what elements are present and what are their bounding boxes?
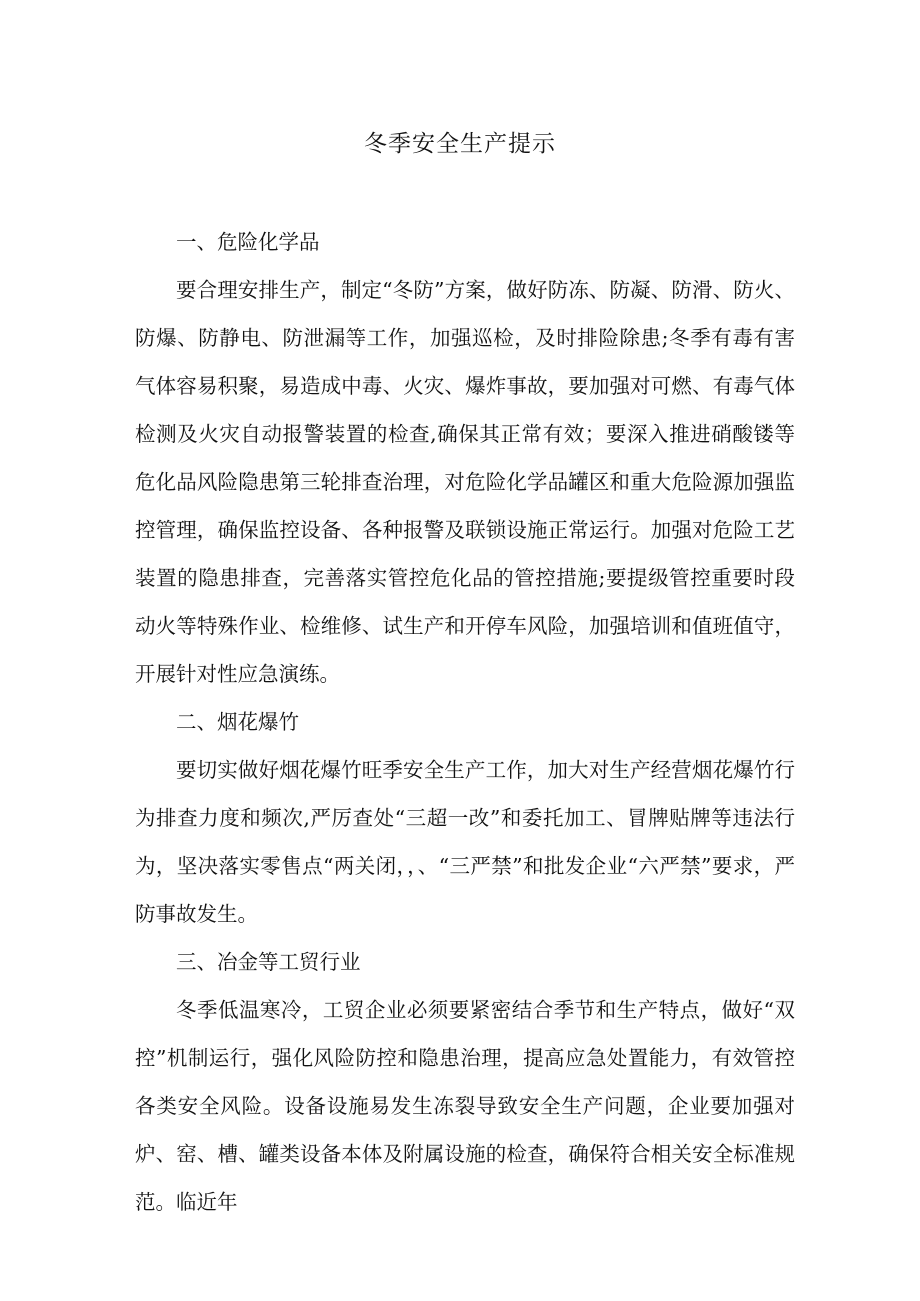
section-heading-metallurgy: 三、冶金等工贸行业: [176, 950, 361, 974]
section-paragraph-hazardous-chemicals: 要合理安排生产，制定“冬防”方案，做好防冻、防凝、防滑、防火、防爆、防静电、防泄漏等工作，加强巡检，及时排险除患;冬季有毒有害气体容易积聚，易造成中毒、火灾、爆炸事故，要加强对可燃、有毒气体检测及火灾自动报警装置的检查,确保其正常有效；要深入推进硝酸镂等危化品风险隐患第三轮排查治理，对危险化学品罐区和重大危险源加强监控管理，确保监控设备、各种报警及联锁设施正常运行。加强对危险工艺装置的隐患排查，完善落实管控危化品的管控措施;要提级管控重要时段动火等特殊作业、检维修、试生产和开停车风险，加强培训和值班值守，开展针对性应急演练。: [135, 278, 795, 686]
document-title: 冬季安全生产提示: [364, 131, 556, 157]
section-paragraph-metallurgy: 冬季低温寒冷，工贸企业必须要紧密结合季节和生产特点，做好“双控”机制运行，强化风险防控和隐患治理，提高应急处置能力，有效管控各类安全风险。设备设施易发生冻裂导致安全生产问题，企业要加强对炉、窑、槽、罐类设备本体及附属设施的检查，确保符合相关安全标准规范。临近年: [135, 998, 795, 1214]
document-body: [135, 218, 795, 1226]
section-heading-fireworks: 二、烟花爆竹: [176, 710, 299, 734]
section-paragraph-fireworks: 要切实做好烟花爆竹旺季安全生产工作，加大对生产经营烟花爆竹行为排查力度和频次,严厉查处“三超一改”和委托加工、冒牌贴牌等违法行为，坚决落实零售点“两关闭，，、“三严禁”和批发企业“六严禁”要求，严防事故发生。: [135, 758, 795, 926]
section-heading-hazardous-chemicals: 一、危险化学品: [176, 230, 320, 254]
